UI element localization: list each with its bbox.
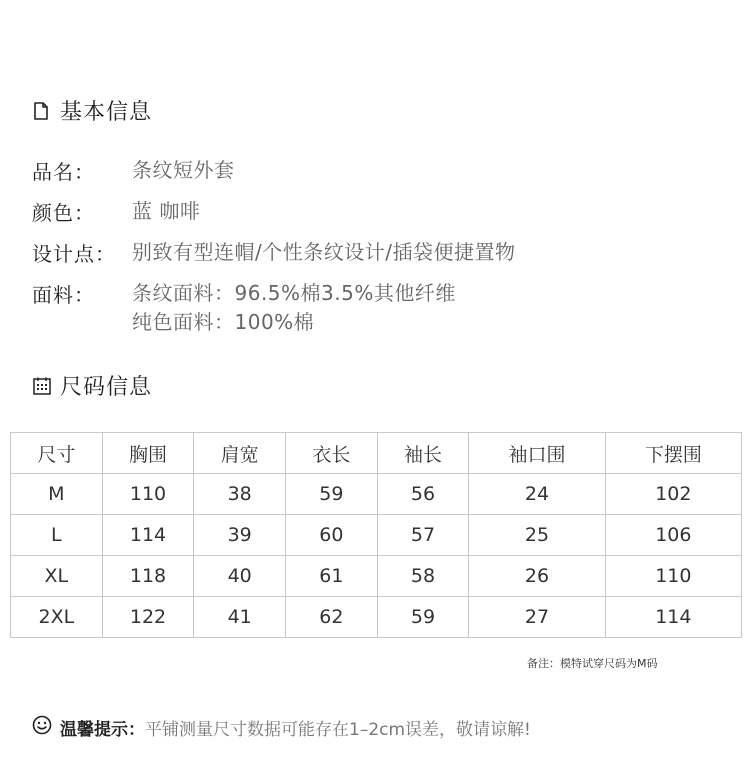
info-value-line: 蓝 咖啡	[132, 199, 201, 223]
table-row	[11, 474, 742, 515]
size-info-header	[32, 370, 152, 401]
table-cell: 122	[102, 597, 194, 638]
table-cell: 62	[286, 597, 378, 638]
table-cell: 110	[605, 556, 741, 597]
tip	[32, 715, 531, 740]
calendar-icon	[32, 376, 52, 396]
basic-info-header	[32, 95, 152, 126]
info-value	[132, 156, 235, 185]
table-header-cell: 胸围	[102, 433, 194, 474]
table-cell: 118	[102, 556, 194, 597]
tip-label: 温馨提示：	[60, 720, 145, 740]
table-header-cell: 肩宽	[194, 433, 286, 474]
info-label: 颜色：	[32, 201, 95, 225]
info-row-color	[32, 197, 200, 226]
smiley-icon	[32, 715, 52, 740]
table-cell: 38	[194, 474, 286, 515]
table-header-cell: 袖长	[377, 433, 469, 474]
table-header-row	[11, 433, 742, 474]
table-header-cell: 下摆围	[605, 433, 741, 474]
table-cell: 110	[102, 474, 194, 515]
info-value-line: 条纹短外套	[132, 158, 235, 182]
table-cell: 61	[286, 556, 378, 597]
table-header-cell: 尺寸	[11, 433, 103, 474]
table-cell: M	[11, 474, 103, 515]
table-cell: 114	[102, 515, 194, 556]
table-row	[11, 556, 742, 597]
table-cell: 60	[286, 515, 378, 556]
table-cell: 26	[469, 556, 605, 597]
table-row	[11, 515, 742, 556]
table-cell: 106	[605, 515, 741, 556]
table-cell: 39	[194, 515, 286, 556]
table-cell: 114	[605, 597, 741, 638]
table-header-cell: 袖口围	[469, 433, 605, 474]
table-cell: 102	[605, 474, 741, 515]
table-cell: 27	[469, 597, 605, 638]
info-value	[132, 238, 515, 267]
table-cell: L	[11, 515, 103, 556]
size-info-title: 尺码信息	[60, 375, 153, 400]
info-label: 品名：	[32, 160, 95, 184]
basic-info-title: 基本信息	[60, 100, 153, 125]
table-cell: 24	[469, 474, 605, 515]
table-cell: 56	[377, 474, 469, 515]
info-value	[132, 197, 200, 226]
table-row	[11, 597, 742, 638]
info-label: 面料：	[32, 283, 95, 307]
document-icon	[32, 101, 52, 121]
info-row-design	[32, 238, 515, 267]
table-cell: XL	[11, 556, 103, 597]
info-label: 设计点：	[32, 242, 116, 266]
table-cell: 57	[377, 515, 469, 556]
table-header-cell: 衣长	[286, 433, 378, 474]
info-value	[132, 279, 456, 337]
info-value-line: 纯色面料：100%棉	[132, 310, 315, 334]
table-cell: 41	[194, 597, 286, 638]
info-value-line: 条纹面料：96.5%棉3.5%其他纤维	[132, 281, 456, 305]
tip-text: 平铺测量尺寸数据可能存在1–2cm误差，敬请谅解!	[145, 720, 531, 740]
info-row-fabric	[32, 279, 456, 337]
size-table	[10, 432, 742, 638]
table-cell: 40	[194, 556, 286, 597]
table-cell: 58	[377, 556, 469, 597]
info-value-line: 别致有型连帽/个性条纹设计/插袋便捷置物	[132, 240, 516, 264]
size-note: 备注：模特试穿尺码为M码	[527, 657, 658, 670]
table-cell: 59	[377, 597, 469, 638]
table-cell: 25	[469, 515, 605, 556]
table-cell: 2XL	[11, 597, 103, 638]
table-cell: 59	[286, 474, 378, 515]
info-row-name	[32, 156, 235, 185]
